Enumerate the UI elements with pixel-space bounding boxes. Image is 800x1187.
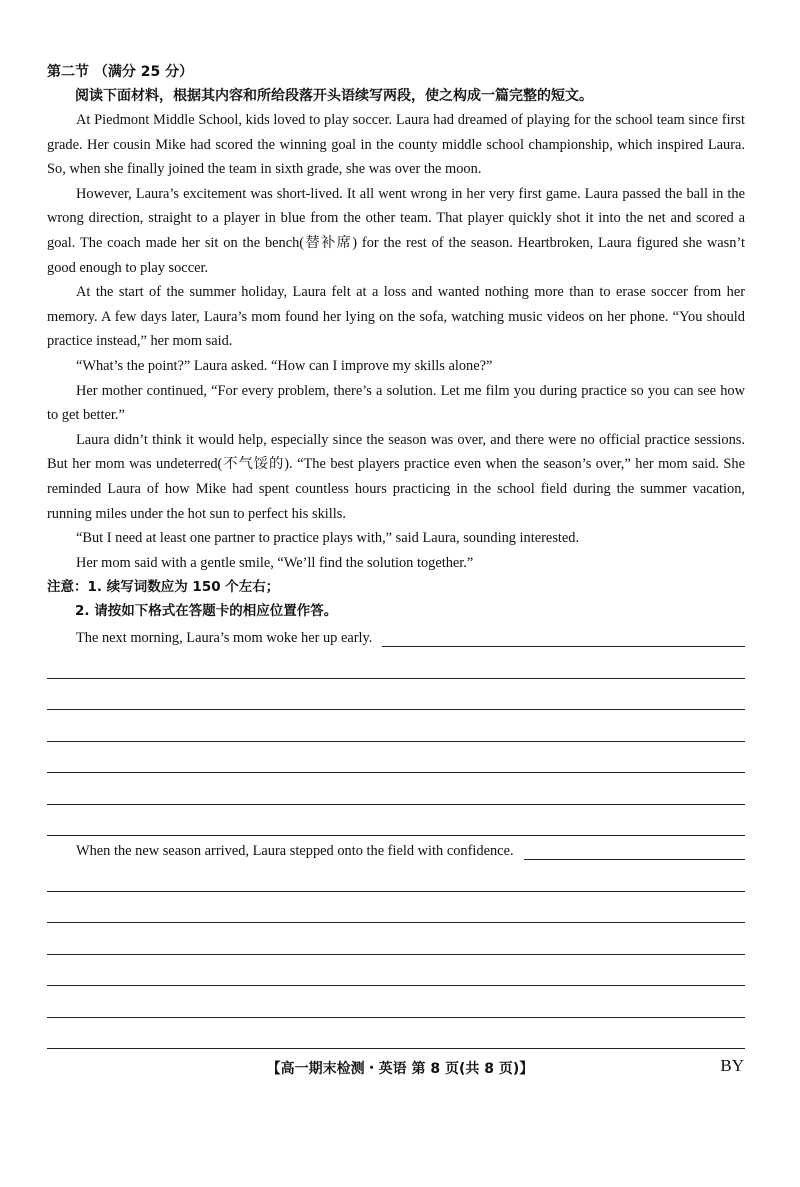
- passage-paragraph: At the start of the summer holiday, Laura felt at a loss and wanted nothing more than to erase soccer from her memory. A few days later, Laura’s mom found her lying on the sofa, watching music videos on her phone. “You should practice instead,” her mom said.: [47, 284, 745, 350]
- answer-line[interactable]: [47, 860, 745, 892]
- answer-line[interactable]: [47, 986, 745, 1018]
- starter-row-1: [47, 630, 745, 647]
- passage-paragraph: “But I need at least one partner to practice plays with,” said Laura, sounding interested.: [76, 530, 580, 547]
- footer-code: BY: [720, 1056, 744, 1075]
- passage-paragraph: However, Laura’s excitement was short-lived. It all went wrong in her very first game. Laura passed the ball in the wrong direction, straight to a player in blue from the other team. That player quickly shot it into the net and scored a goal. The coach made her sit on the bench(替补席) for the rest of the season. Heartbroken, Laura figured she wasn’t good enough to play soccer.: [47, 185, 745, 276]
- passage-paragraph: “What’s the point?” Laura asked. “How can I improve my skills alone?”: [76, 357, 493, 374]
- answer-line[interactable]: [524, 845, 745, 860]
- starter-row-2: [47, 843, 745, 860]
- answer-line[interactable]: [47, 923, 745, 955]
- starter-sentence-2: When the new season arrived, Laura stepped onto the field with confidence.: [76, 843, 514, 859]
- answer-line[interactable]: [47, 647, 745, 679]
- answer-line[interactable]: [47, 955, 745, 987]
- reading-section: [47, 60, 745, 623]
- footer-page-info: 【高一期末检测・英语 第 8 页(共 8 页)】: [266, 1061, 534, 1077]
- section-title: 第二节 （满分 25 分）: [47, 64, 194, 80]
- answer-line[interactable]: [47, 742, 745, 774]
- note-2: 2. 请按如下格式在答题卡的相应位置作答。: [75, 603, 338, 620]
- passage-paragraph: Laura didn’t think it would help, especially since the season was over, and there were no official practice sessions. But her mom was undeterred(不气馁的). “The best players practice even when the season’s over,” her mom said. She reminded Laura of how Mike had spent countless hours practicing in the school field during the summer vacation, running miles under the hot sun to perfect his skills.: [47, 431, 745, 522]
- passage-paragraph: At Piedmont Middle School, kids loved to play soccer. Laura had dreamed of playing for the school team since first grade. Her cousin Mike had scored the winning goal in the county middle school championship, which inspired Laura. So, when she finally joined the team in sixth grade, she was over the moon.: [47, 112, 745, 178]
- notes: [47, 575, 745, 623]
- note-1: 注意：1. 续写词数应为 150 个左右；: [47, 579, 280, 596]
- page-footer: [0, 1056, 800, 1082]
- answer-line[interactable]: [47, 892, 745, 924]
- starter-sentence-1: The next morning, Laura’s mom woke her up early.: [76, 630, 373, 646]
- answer-line[interactable]: [47, 679, 745, 711]
- passage-paragraph: Her mother continued, “For every problem, there’s a solution. Let me film you during practice so you can see how to get better.”: [47, 382, 745, 424]
- answer-line[interactable]: [47, 710, 745, 742]
- answer-line[interactable]: [47, 773, 745, 805]
- answer-line[interactable]: [47, 805, 745, 837]
- writing-area-2[interactable]: [47, 843, 745, 1049]
- writing-area-1[interactable]: [47, 630, 745, 836]
- answer-line[interactable]: [47, 1018, 745, 1050]
- answer-line[interactable]: [382, 632, 745, 647]
- passage-paragraph: Her mom said with a gentle smile, “We’ll find the solution together.”: [76, 554, 474, 571]
- section-instruction: 阅读下面材料，根据其内容和所给段落开头语续写两段，使之构成一篇完整的短文。: [75, 88, 593, 104]
